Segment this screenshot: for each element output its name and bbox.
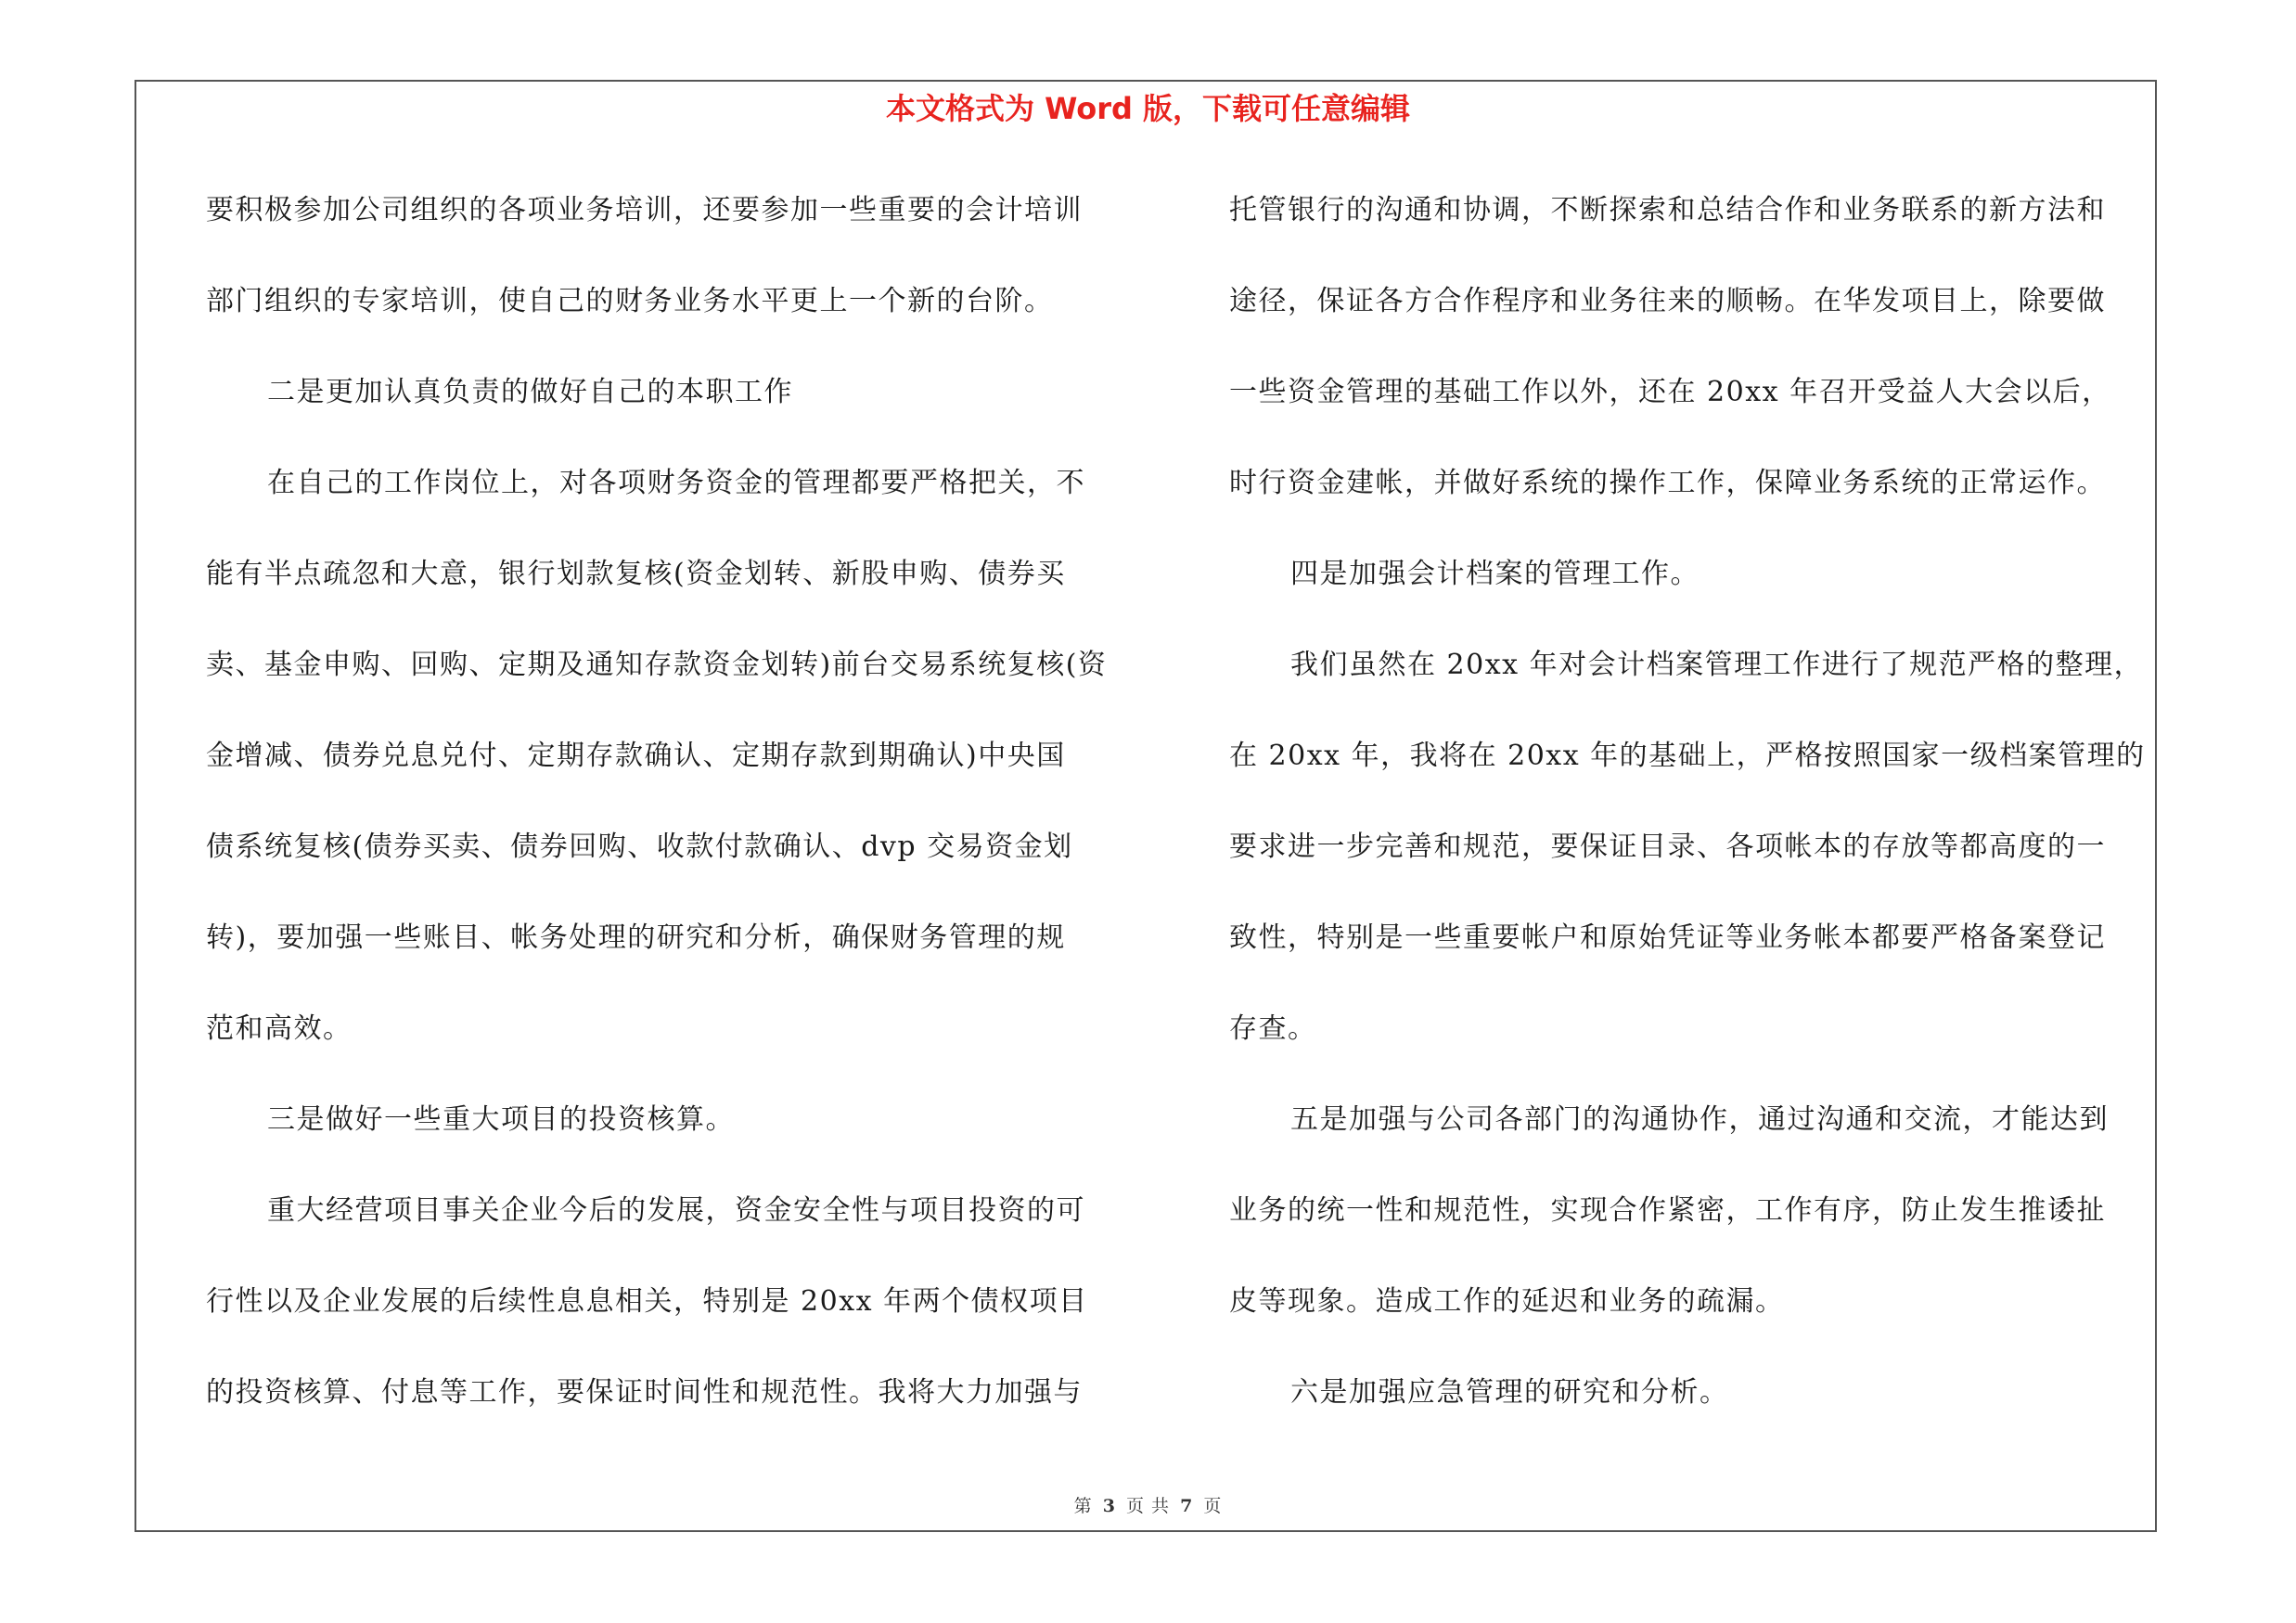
text-line: 债系统复核(债券买卖、债券回购、收款付款确认、dvp 交易资金划	[206, 831, 1073, 863]
text-line: 六是加强应急管理的研究和分析。	[1290, 1376, 1729, 1409]
document-banner: 本文格式为 Word 版，下载可任意编辑	[885, 91, 1411, 126]
footer-prefix: 第	[1073, 1496, 1093, 1516]
text-line: 四是加强会计档案的管理工作。	[1290, 558, 1700, 590]
footer-suffix: 页	[1203, 1496, 1223, 1516]
text-line: 部门组织的专家培训，使自己的财务业务水平更上一个新的台阶。	[206, 285, 1054, 317]
text-line: 致性，特别是一些重要帐户和原始凭证等业务帐本都要严格备案登记	[1229, 921, 2106, 954]
current-page-number: 3	[1102, 1496, 1116, 1516]
text-line: 皮等现象。造成工作的延迟和业务的疏漏。	[1229, 1285, 1785, 1318]
text-line: 途径，保证各方合作程序和业务往来的顺畅。在华发项目上，除要做	[1229, 285, 2106, 317]
text-line: 能有半点疏忽和大意，银行划款复核(资金划转、新股申购、债券买	[206, 558, 1066, 590]
text-line: 转)，要加强一些账目、帐务处理的研究和分析，确保财务管理的规	[206, 921, 1066, 954]
text-line: 存查。	[1229, 1012, 1317, 1045]
text-line: 在自己的工作岗位上，对各项财务资金的管理都要严格把关，不	[267, 467, 1085, 499]
text-line: 要求进一步完善和规范，要保证目录、各项帐本的存放等都高度的一	[1229, 831, 2106, 863]
text-line: 托管银行的沟通和协调，不断探索和总结合作和业务联系的新方法和	[1229, 194, 2106, 226]
text-line: 的投资核算、付息等工作，要保证时间性和规范性。我将大力加强与	[206, 1376, 1083, 1409]
right-column	[1229, 180, 2171, 1453]
text-line: 业务的统一性和规范性，实现合作紧密，工作有序，防止发生推诿扯	[1229, 1194, 2106, 1227]
text-line: 行性以及企业发展的后续性息息相关，特别是 20xx 年两个债权项目	[206, 1285, 1088, 1318]
page-footer	[0, 1492, 2296, 1520]
text-line: 要积极参加公司组织的各项业务培训，还要参加一些重要的会计培训	[206, 194, 1083, 226]
text-line: 五是加强与公司各部门的沟通协作，通过沟通和交流，才能达到	[1290, 1103, 2109, 1136]
footer-middle: 页 共	[1125, 1496, 1171, 1516]
text-line: 范和高效。	[206, 1012, 353, 1045]
text-line: 三是做好一些重大项目的投资核算。	[267, 1103, 735, 1136]
text-line: 二是更加认真负责的做好自己的本职工作	[267, 376, 793, 408]
text-line: 重大经营项目事关企业今后的发展，资金安全性与项目投资的可	[267, 1194, 1085, 1227]
text-line: 在 20xx 年，我将在 20xx 年的基础上，严格按照国家一级档案管理的	[1229, 740, 2146, 772]
text-line: 时行资金建帐，并做好系统的操作工作，保障业务系统的正常运作。	[1229, 467, 2106, 499]
text-line: 一些资金管理的基础工作以外，还在 20xx 年召开受益人大会以后，	[1229, 376, 2111, 408]
text-line: 我们虽然在 20xx 年对会计档案管理工作进行了规范严格的整理，	[1290, 649, 2144, 681]
text-line: 卖、基金申购、回购、定期及通知存款资金划转)前台交易系统复核(资	[206, 649, 1108, 681]
total-page-count: 7	[1180, 1496, 1194, 1516]
left-column	[206, 180, 1134, 1453]
text-line: 金增减、债券兑息兑付、定期存款确认、定期存款到期确认)中央国	[206, 740, 1066, 772]
